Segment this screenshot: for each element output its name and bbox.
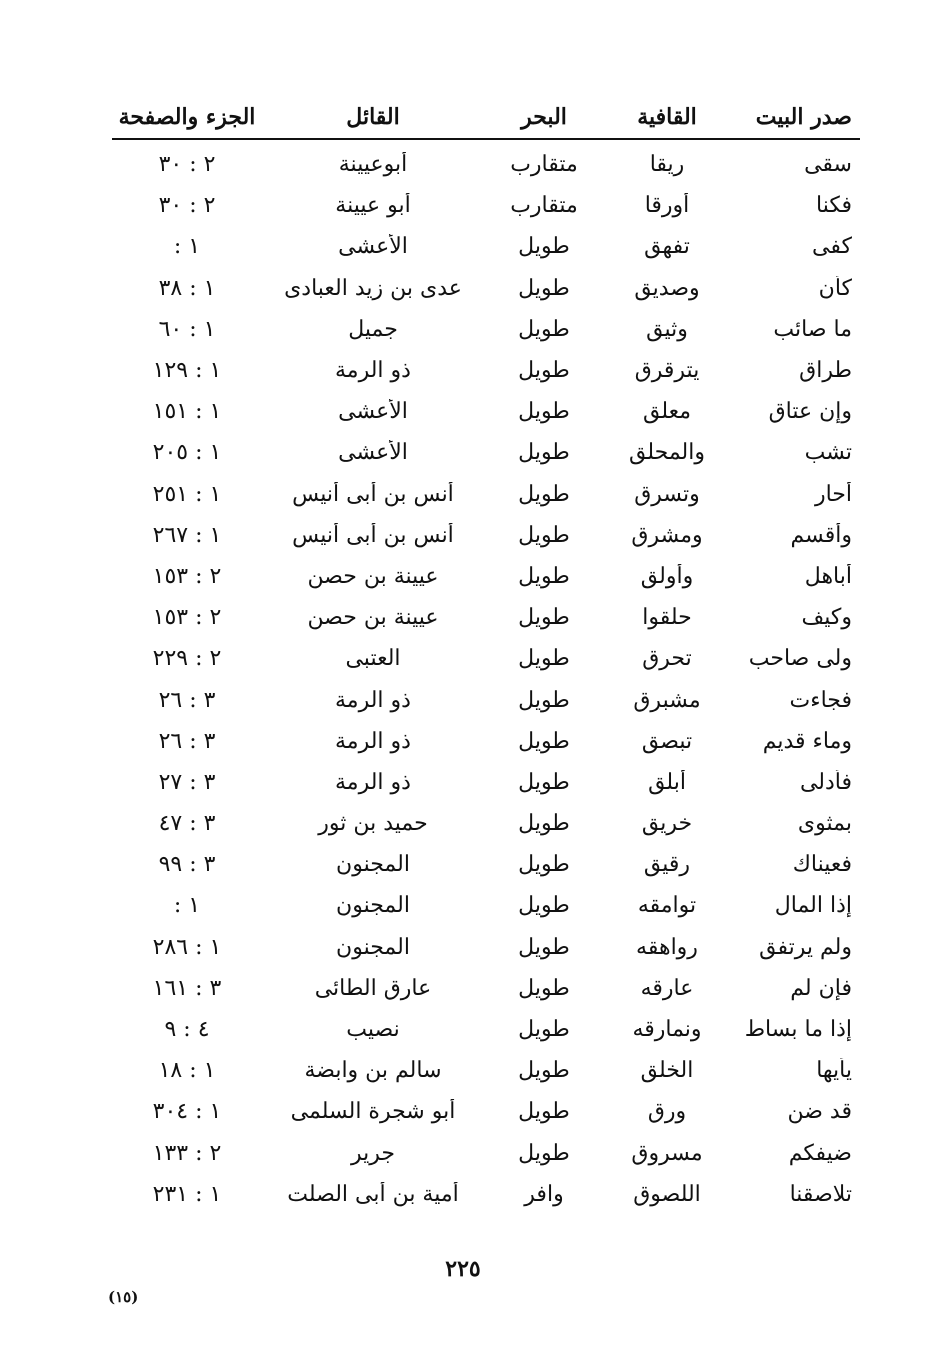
- header-ref: الجزء والصفحة: [118, 104, 256, 130]
- table-row: [112, 226, 860, 267]
- cell-meter: وافر: [524, 1181, 564, 1207]
- cell-rhyme: والمحلق: [629, 440, 705, 466]
- table-row: [112, 597, 860, 638]
- cell-ref: ٣ : ٤٧: [158, 811, 216, 837]
- cell-rhyme: أبلق: [648, 769, 686, 795]
- cell-ref: ١ : ٢٨٦: [152, 934, 222, 960]
- cell-meter: طويل: [518, 1017, 570, 1043]
- table-row: [112, 350, 860, 391]
- cell-ref: ١ : ١٢٩: [152, 358, 222, 384]
- cell-verse: قد ضن: [787, 1099, 852, 1125]
- cell-meter: متقارب: [510, 193, 578, 219]
- cell-poet: أبو عيينة: [335, 193, 411, 219]
- table-row: [112, 185, 860, 226]
- cell-poet: حميد بن ثور: [318, 811, 428, 837]
- table-row: [112, 638, 860, 679]
- cell-meter: طويل: [518, 1058, 570, 1084]
- cell-verse: وأقسم: [790, 522, 852, 548]
- cell-verse: إذا المال: [774, 893, 852, 919]
- cell-rhyme: توامقه: [637, 893, 697, 919]
- cell-poet: أمية بن أبى الصلت: [287, 1181, 459, 1207]
- cell-rhyme: وثيق: [646, 316, 688, 342]
- cell-verse: فإن لم: [790, 975, 852, 1001]
- cell-meter: طويل: [518, 275, 570, 301]
- cell-rhyme: خريق: [641, 811, 693, 837]
- cell-verse: إذا ما بساط: [744, 1017, 852, 1043]
- table-row: [112, 1009, 860, 1050]
- header-poet: القائل: [346, 104, 400, 130]
- cell-ref: ٣ : ٢٦: [158, 728, 216, 754]
- cell-ref: ١ : ٢٠٥: [152, 440, 222, 466]
- table-row: [112, 1050, 860, 1091]
- cell-verse: فأدلى: [799, 769, 852, 795]
- cell-ref: ١ : ٣٨: [158, 275, 216, 301]
- cell-verse: فكنا: [815, 193, 852, 219]
- table-row: [112, 309, 860, 350]
- cell-meter: طويل: [518, 316, 570, 342]
- cell-meter: طويل: [518, 605, 570, 631]
- cell-poet: الأعشى: [338, 440, 408, 466]
- table-row: [112, 968, 860, 1009]
- cell-verse: أباهل: [804, 563, 852, 589]
- table-row: [112, 474, 860, 515]
- table-row: [112, 1133, 860, 1174]
- cell-verse: طراق: [799, 358, 852, 384]
- cell-rhyme: أورقا: [644, 193, 690, 219]
- cell-meter: متقارب: [510, 152, 578, 178]
- cell-ref: ٤ : ٩: [164, 1017, 210, 1043]
- cell-verse: ولم يرتفق: [759, 934, 852, 960]
- verse-index-table: [112, 96, 860, 1215]
- cell-ref: ٢ : ٢٢٩: [152, 646, 222, 672]
- cell-rhyme: تحرق: [642, 646, 692, 672]
- cell-ref: ١ : ١٥١: [152, 399, 222, 425]
- cell-ref: ٣ : ٢٧: [158, 769, 216, 795]
- table-row: [112, 391, 860, 432]
- table-row: [112, 144, 860, 185]
- cell-ref: ١ :: [173, 234, 201, 260]
- table-row: [112, 556, 860, 597]
- table-row: [112, 885, 860, 926]
- cell-verse: وإن عتاق: [768, 399, 852, 425]
- cell-verse: بمثوى: [797, 811, 852, 837]
- cell-poet: الأعشى: [338, 234, 408, 260]
- cell-poet: ذو الرمة: [335, 687, 411, 713]
- table-row: [112, 721, 860, 762]
- cell-ref: ٣ : ٩٩: [158, 852, 216, 878]
- cell-verse: تشب: [804, 440, 852, 466]
- cell-verse: ما صائب: [773, 316, 852, 342]
- cell-meter: طويل: [518, 852, 570, 878]
- table-header: [112, 96, 860, 140]
- table-row: [112, 515, 860, 556]
- cell-verse: كفى: [812, 234, 852, 260]
- cell-meter: طويل: [518, 934, 570, 960]
- header-rhyme: القافية: [637, 104, 697, 130]
- cell-verse: ولى صاحب: [748, 646, 852, 672]
- cell-verse: يأيها: [816, 1058, 852, 1084]
- cell-poet: العتبى: [345, 646, 401, 672]
- table-row: [112, 803, 860, 844]
- cell-meter: طويل: [518, 1140, 570, 1166]
- table-row: [112, 1091, 860, 1132]
- cell-ref: ٢ : ١٥٣: [152, 605, 222, 631]
- cell-poet: عيينة بن حصن: [307, 563, 439, 589]
- table-row: [112, 762, 860, 803]
- cell-rhyme: تفهق: [644, 234, 690, 260]
- cell-verse: كأن: [818, 275, 852, 301]
- cell-rhyme: يترقرق: [634, 358, 700, 384]
- cell-poet: أنس بن أبى أنيس: [292, 481, 454, 507]
- cell-rhyme: تبصق: [641, 728, 693, 754]
- cell-verse: ضيفكم: [788, 1140, 852, 1166]
- cell-ref: ٢ : ٣٠: [158, 193, 216, 219]
- cell-rhyme: وأولق: [640, 563, 694, 589]
- cell-verse: تلاصقنا: [789, 1181, 852, 1207]
- cell-rhyme: ورق: [647, 1099, 687, 1125]
- cell-meter: طويل: [518, 687, 570, 713]
- table-row: [112, 927, 860, 968]
- cell-ref: ٢ : ١٣٣: [152, 1140, 222, 1166]
- cell-rhyme: وصديق: [634, 275, 700, 301]
- cell-verse: فجاءت: [789, 687, 852, 713]
- cell-ref: ١ : ٦٠: [158, 316, 216, 342]
- cell-meter: طويل: [518, 893, 570, 919]
- cell-poet: ذو الرمة: [335, 769, 411, 795]
- cell-poet: المجنون: [336, 893, 410, 919]
- cell-poet: الأعشى: [338, 399, 408, 425]
- cell-poet: عارق الطائى: [314, 975, 432, 1001]
- cell-meter: طويل: [518, 728, 570, 754]
- table-row: [112, 268, 860, 309]
- cell-rhyme: عارقه: [640, 975, 694, 1001]
- cell-rhyme: وتسرق: [634, 481, 700, 507]
- cell-meter: طويل: [518, 234, 570, 260]
- cell-rhyme: رقيق: [643, 852, 691, 878]
- cell-meter: طويل: [518, 481, 570, 507]
- cell-ref: ٣ : ١٦١: [152, 975, 222, 1001]
- cell-rhyme: اللصوق: [633, 1181, 701, 1207]
- header-meter: البحر: [521, 104, 567, 130]
- cell-meter: طويل: [518, 440, 570, 466]
- table-row: [112, 1174, 860, 1215]
- cell-verse: سقى: [804, 152, 852, 178]
- cell-ref: ١ :: [173, 893, 201, 919]
- table-body: [112, 144, 860, 1215]
- cell-poet: سالم بن وابضة: [304, 1058, 442, 1084]
- table-row: [112, 844, 860, 885]
- cell-poet: جرير: [351, 1140, 395, 1166]
- cell-poet: ذو الرمة: [335, 358, 411, 384]
- cell-poet: عيينة بن حصن: [307, 605, 439, 631]
- cell-poet: أنس بن أبى أنيس: [292, 522, 454, 548]
- cell-ref: ٢ : ٣٠: [158, 152, 216, 178]
- cell-verse: وماء قديم: [762, 728, 852, 754]
- cell-verse: أحار: [814, 481, 852, 507]
- table-row: [112, 679, 860, 720]
- cell-rhyme: ومشرق: [631, 522, 703, 548]
- cell-rhyme: ريقا: [649, 152, 685, 178]
- cell-meter: طويل: [518, 399, 570, 425]
- cell-poet: عدى بن زيد العبادى: [284, 275, 462, 301]
- page-number: ٢٢٥: [445, 1256, 481, 1282]
- signature-mark: (١٥): [108, 1288, 139, 1306]
- cell-ref: ٢ : ١٥٣: [152, 563, 222, 589]
- table-row: [112, 432, 860, 473]
- cell-poet: نصيب: [346, 1017, 400, 1043]
- cell-rhyme: مشبرق: [633, 687, 701, 713]
- cell-verse: وكيف: [801, 605, 852, 631]
- cell-rhyme: رواهقه: [636, 934, 698, 960]
- cell-poet: المجنون: [336, 852, 410, 878]
- cell-ref: ١ : ٢٥١: [152, 481, 222, 507]
- cell-meter: طويل: [518, 769, 570, 795]
- cell-rhyme: مسروق: [631, 1140, 703, 1166]
- cell-poet: أبو شجرة السلمى: [290, 1099, 456, 1125]
- cell-ref: ١ : ٢٦٧: [152, 522, 222, 548]
- cell-poet: جميل: [348, 316, 398, 342]
- cell-poet: المجنون: [336, 934, 410, 960]
- cell-ref: ٣ : ٢٦: [158, 687, 216, 713]
- cell-rhyme: معلق: [642, 399, 692, 425]
- cell-poet: أبوعيينة: [338, 152, 408, 178]
- cell-rhyme: الخلق: [640, 1058, 694, 1084]
- cell-verse: فعيناك: [792, 852, 852, 878]
- cell-meter: طويل: [518, 358, 570, 384]
- cell-rhyme: حلقوا: [642, 605, 692, 631]
- cell-poet: ذو الرمة: [335, 728, 411, 754]
- cell-meter: طويل: [518, 975, 570, 1001]
- cell-ref: ١ : ٢٣١: [152, 1181, 222, 1207]
- cell-rhyme: ونمارقه: [632, 1017, 702, 1043]
- cell-meter: طويل: [518, 811, 570, 837]
- cell-ref: ١ : ٣٠٤: [152, 1099, 222, 1125]
- cell-meter: طويل: [518, 1099, 570, 1125]
- cell-meter: طويل: [518, 646, 570, 672]
- cell-meter: طويل: [518, 563, 570, 589]
- header-verse: صدر البيت: [755, 104, 852, 130]
- cell-ref: ١ : ١٨: [158, 1058, 216, 1084]
- cell-meter: طويل: [518, 522, 570, 548]
